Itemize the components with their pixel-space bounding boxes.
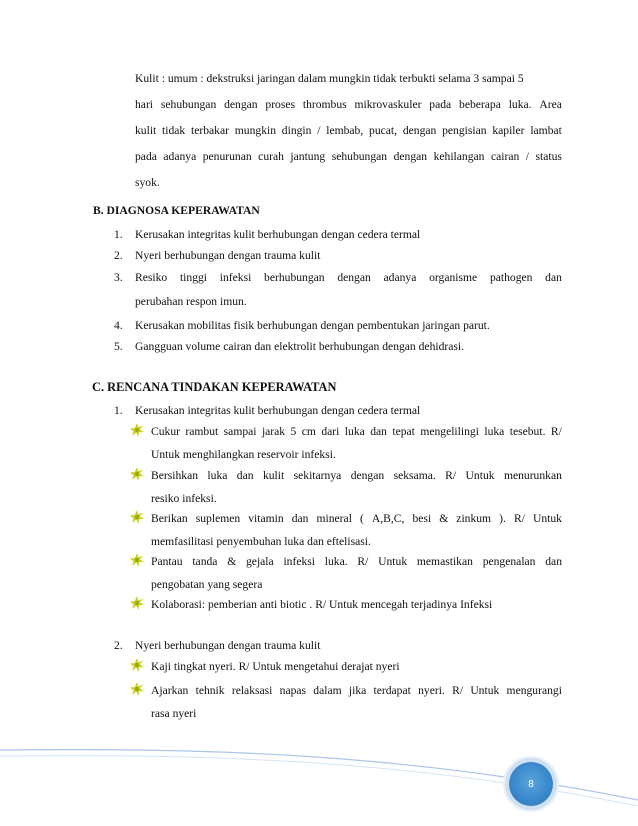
word: Bersihkan: [151, 469, 199, 482]
word: tesebut.: [509, 425, 546, 438]
sublist-title: Kerusakan integritas kulit berhubungan dengan cedera termal: [135, 404, 421, 417]
word: rambut: [185, 425, 219, 438]
word: R/: [452, 684, 464, 697]
bullet-text: Untuk menghilangkan reservoir infeksi.: [151, 448, 336, 461]
bullet-text: Kaji tingkat nyeri. R/ Untuk mengetahui derajat nyeri: [151, 660, 400, 673]
list-item: Kerusakan mobilitas fisik berhubungan dengan pembentukan jaringan parut.: [135, 319, 490, 332]
word: Untuk: [470, 684, 500, 697]
word: jarak: [261, 425, 286, 438]
word: napas: [279, 684, 307, 697]
word: pengisian: [442, 124, 487, 137]
list-item-continuation: perubahan respon imun.: [135, 295, 247, 308]
word: dengan: [337, 271, 371, 284]
word: adanya: [163, 150, 197, 163]
word: sekitarnya: [293, 469, 342, 482]
bullet-text: Kolaborasi: pemberian anti biotic . R/ Untuk mencegah terjadinya Infeksi: [151, 598, 493, 611]
word: mikrovaskuler: [354, 98, 422, 111]
section-c-heading: C. RENCANA TINDAKAN KEPERAWATAN: [92, 380, 337, 394]
list-number: 4.: [114, 319, 123, 332]
word: beberapa: [459, 98, 501, 111]
word: mungkin: [234, 124, 277, 137]
word: besi: [412, 512, 432, 525]
bullet-text: memfasilitasi penyembuhan luka dan eftelisasi.: [151, 535, 371, 548]
word: dengan: [402, 124, 437, 137]
word: /: [525, 150, 530, 163]
word: cairan: [490, 150, 520, 163]
word: pengenalan: [482, 555, 536, 568]
word: Area: [539, 98, 562, 111]
word: R/: [550, 425, 562, 438]
word: R/: [357, 555, 369, 568]
word: luka: [484, 425, 505, 438]
bullet-text: pengobatan yang segera: [151, 578, 263, 591]
page-number-badge: [509, 762, 553, 806]
bullet-text: rasa nyeri: [151, 707, 197, 720]
word: dan: [236, 469, 254, 482]
word: vitamin: [248, 512, 284, 525]
word: Resiko: [135, 271, 168, 284]
page-number: 8: [528, 778, 534, 790]
word: cm: [301, 425, 316, 438]
word: luka.: [508, 98, 532, 111]
word: hari: [135, 98, 154, 111]
word: tepat: [392, 425, 415, 438]
list-number: 1.: [114, 404, 123, 417]
word: dengan: [350, 469, 385, 482]
word: kulit: [262, 469, 285, 482]
word: A,B,C,: [371, 512, 405, 525]
word: dengan: [393, 150, 428, 163]
word: (: [359, 512, 364, 525]
word: zinkum: [456, 512, 492, 525]
list-number: 3.: [114, 271, 123, 284]
word: pathogen: [489, 271, 533, 284]
word: Pantau: [151, 555, 183, 568]
word: nyeri.: [418, 684, 445, 697]
bullet-text: resiko infeksi.: [151, 492, 217, 505]
word: dan: [370, 425, 387, 438]
word: dalam: [313, 684, 342, 697]
word: relaksasi: [231, 684, 273, 697]
list-number: 2.: [114, 249, 123, 262]
word: kehilangan: [433, 150, 485, 163]
word: terdapat: [373, 684, 411, 697]
list-item: Gangguan volume cairan dan elektrolit berhubungan dengan dehidrasi.: [135, 340, 465, 353]
section-b-heading: B. DIAGNOSA KEPERAWATAN: [93, 204, 260, 217]
word: dan: [291, 512, 309, 525]
word: ).: [499, 512, 506, 525]
sublist-title: Nyeri berhubungan dengan trauma kulit: [135, 639, 321, 652]
word: tanda: [192, 555, 218, 568]
word: organisme: [429, 271, 478, 284]
word: lembab,: [326, 124, 364, 137]
word: suplemen: [195, 512, 241, 525]
word: jantung: [290, 150, 326, 163]
word: infeksi: [219, 271, 252, 284]
word: adanya: [383, 271, 417, 284]
word: terbakar: [191, 124, 229, 137]
word: /: [317, 124, 321, 137]
word: R/: [445, 469, 457, 482]
word: luka.: [324, 555, 348, 568]
word: dingin: [281, 124, 312, 137]
word: pada: [429, 98, 452, 111]
word: sehubungan: [160, 98, 217, 111]
word: dan: [545, 555, 562, 568]
word: dengan: [224, 98, 258, 111]
paragraph-line: syok.: [135, 176, 160, 189]
word: curah: [258, 150, 284, 163]
word: kapiler: [492, 124, 525, 137]
word: tinggi: [179, 271, 208, 284]
list-number: 5.: [114, 340, 123, 353]
word: Untuk: [465, 469, 495, 482]
word: Untuk: [378, 555, 408, 568]
word: &: [439, 512, 449, 525]
word: sampai: [223, 425, 257, 438]
word: Ajarkan: [151, 684, 189, 697]
paragraph-line: Kulit : umum : dekstruksi jaringan dalam mungkin tidak terbukti selama 3 sampai 5: [135, 72, 524, 85]
word: kulit: [135, 124, 157, 137]
word: 5: [290, 425, 297, 438]
word: pada: [135, 150, 157, 163]
word: R/: [513, 512, 525, 525]
word: luka: [344, 425, 365, 438]
word: Cukur: [151, 425, 180, 438]
word: memastikan: [416, 555, 473, 568]
word: penurunan: [202, 150, 252, 163]
word: tidak: [162, 124, 186, 137]
list-number: 2.: [114, 639, 123, 652]
word: gejala: [246, 555, 274, 568]
word: &: [227, 555, 237, 568]
word: pucat,: [369, 124, 398, 137]
word: Berikan: [151, 512, 188, 525]
word: luka: [207, 469, 228, 482]
word: berhubungan: [264, 271, 325, 284]
word: mineral: [316, 512, 352, 525]
word: mengelilingi: [420, 425, 479, 438]
word: sehubungan: [331, 150, 388, 163]
word: infeksi: [283, 555, 316, 568]
word: proses: [265, 98, 296, 111]
list-item: Nyeri berhubungan dengan trauma kulit: [135, 249, 321, 262]
word: seksama.: [393, 469, 436, 482]
word: thrombus: [302, 98, 347, 111]
word: tehnik: [195, 684, 225, 697]
word: status: [535, 150, 562, 163]
word: menurunkan: [503, 469, 562, 482]
word: Untuk: [532, 512, 562, 525]
word: lambat: [530, 124, 562, 137]
word: jika: [348, 684, 367, 697]
word: dan: [545, 271, 562, 284]
word: dari: [321, 425, 340, 438]
list-item: Kerusakan integritas kulit berhubungan dengan cedera termal: [135, 228, 421, 241]
word: mengurangi: [506, 684, 562, 697]
list-number: 1.: [114, 228, 123, 241]
